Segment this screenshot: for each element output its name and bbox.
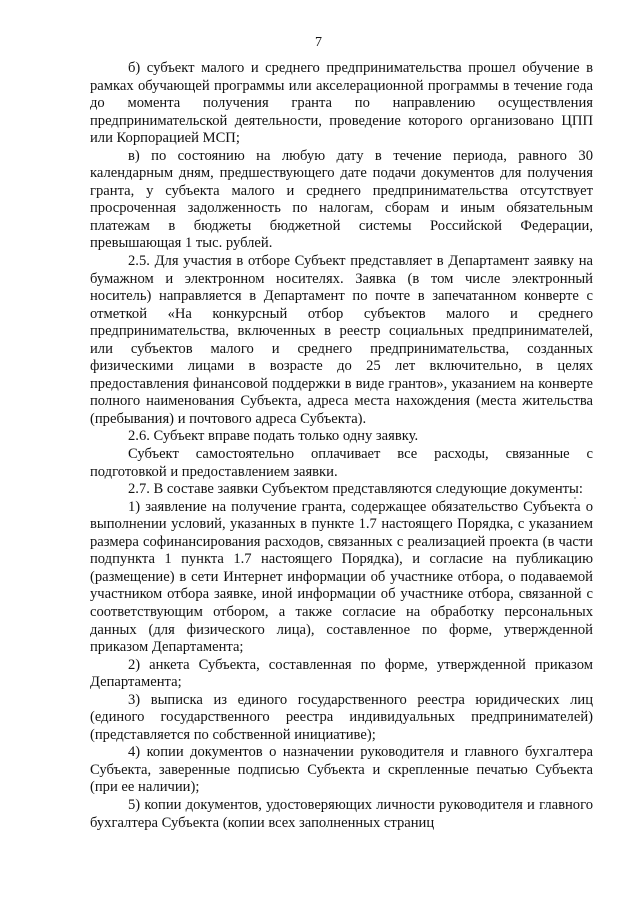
list-item-4: 4) копии документов о назначении руководителя и главного бухгалтера Субъекта, заверенные подписью Субъекта и скрепленные печатью Субъекта (при ее наличии); — [90, 744, 593, 796]
paragraph-clause-2-7: 2.7. В составе заявки Субъектом представляются следующие документы: — [128, 481, 583, 498]
scan-speck — [574, 497, 576, 499]
list-item-5: 5) копии документов, удостоверяющих личности руководителя и главного бухгалтера Субъекта (копии всех заполненных страниц — [90, 796, 593, 831]
page-number: 7 — [315, 35, 322, 50]
paragraph-clause-2-5: 2.5. Для участия в отборе Субъект представляет в Департамент заявку на бумажном и электронном носителях. Заявка (в том числе электронный носитель) направляется в Департамент по почте в запечатанном конверте с отметкой «На конкурсный отбор субъектов малого и среднего предпринимательства, включенных в реестр социальных предпринимателей, или субъектов малого и среднего предпринимательства, созданных физическими лицами в возрасте до 25 лет включительно, в целях предоставления финансовой поддержки в виде грантов», указанием на конверте полного наименования Субъекта, адреса места нахождения (места жительства (пребывания) и почтового адреса Субъекта). — [90, 253, 593, 427]
paragraph-item-b: б) субъект малого и среднего предпринимательства прошел обучение в рамках обучающей программы или акселерационной программы в течение года до момента получения гранта по направлению осуществления предпринимательской деятельности, проведение которого организовано ЦПП или Корпорацией МСП; — [90, 60, 593, 147]
list-item-1: 1) заявление на получение гранта, содержащее обязательство Субъекта о выполнении условий, указанных в пункте 1.7 настоящего Порядка, с указанием размера софинансирования расходов, связанных с реализацией проекта (в части подпункта 1 пункта 1.7 настоящего Порядка), и согласие на публикацию (размещение) в сети Интернет информации об участнике отбора, о подаваемой участником отбора заявке, иной информации об участнике отбора, связанной с соответствующим отбором, а также согласие на обработку персональных данных (для физического лица), составленное по форме, утвержденной приказом Департамента; — [90, 498, 593, 656]
document-body — [90, 60, 593, 832]
list-item-2: 2) анкета Субъекта, составленная по форме, утвержденной приказом Департамента; — [90, 656, 593, 691]
list-item-3: 3) выписка из единого государственного реестра юридических лиц (единого государственного реестра индивидуальных предпринимателей) (представляется по собственной инициативе); — [90, 691, 593, 743]
paragraph-expenses: Субъект самостоятельно оплачивает все расходы, связанные с подготовкой и предоставлением заявки. — [90, 446, 593, 480]
paragraph-item-v: в) по состоянию на любую дату в течение периода, равного 30 календарным дням, предшествующего дате подачи документов для получения гранта, у субъекта малого и среднего предпринимательства отсутствует просроченная задолженность по налогам, сборам и иным обязательным платежам в бюджеты бюджетной системы Российской Федерации, превышающая 1 тыс. рублей. — [90, 147, 593, 252]
paragraph-clause-2-6: 2.6. Субъект вправе подать только одну заявку. — [128, 428, 419, 445]
